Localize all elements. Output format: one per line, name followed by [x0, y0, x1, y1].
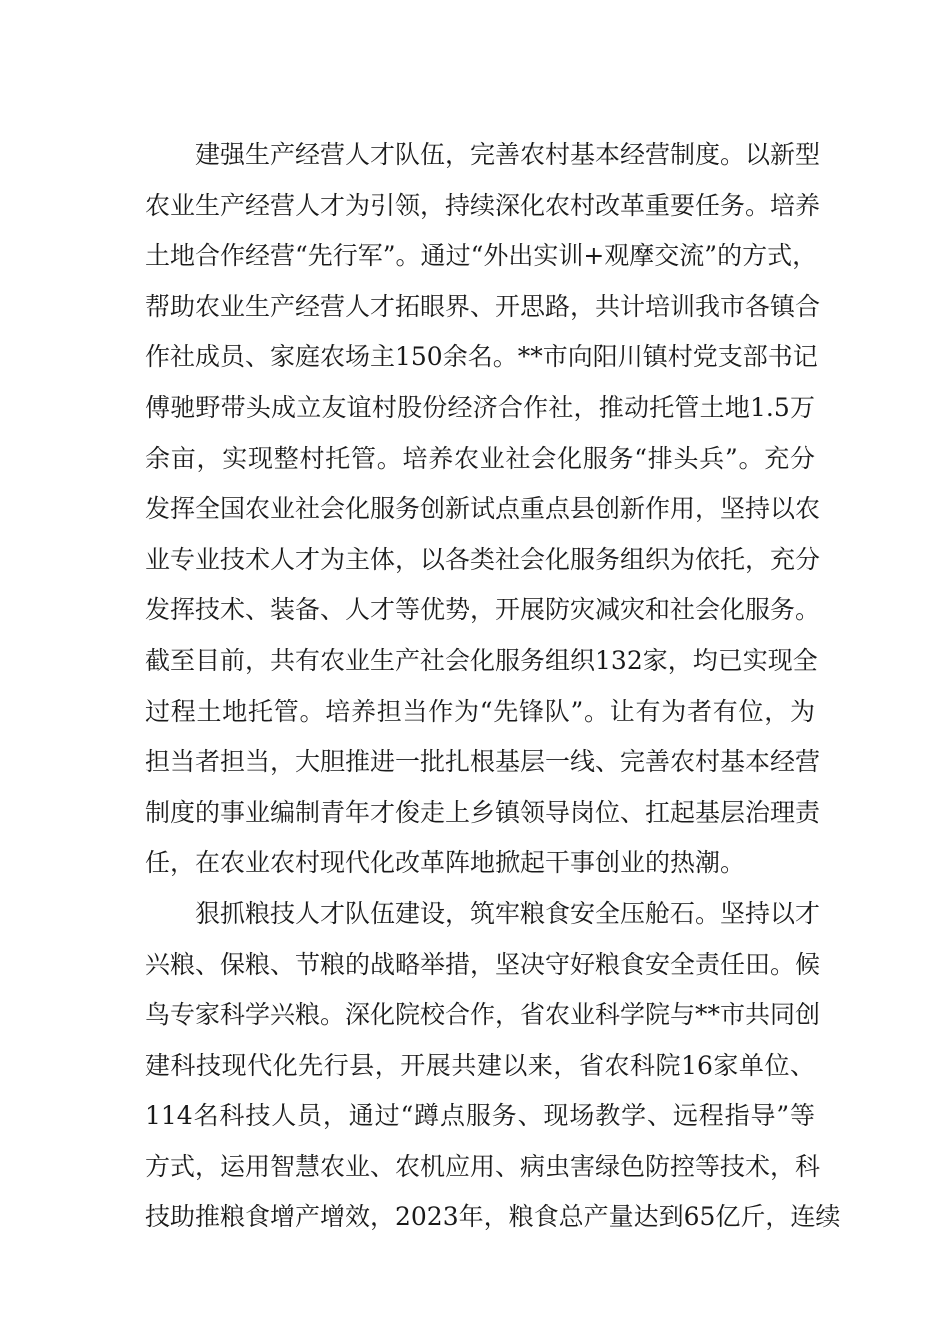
paragraph-1-line-6: 傅驰野带头成立友谊村股份经济合作社，推动托管土地1.5万 — [145, 392, 815, 422]
paragraph-1-line-13: 担当者担当，大胆推进一批扎根基层一线、完善农村基本经营 — [145, 747, 821, 777]
paragraph-1-line-10: 发挥技术、装备、人才等优势，开展防灾减灾和社会化服务。 — [145, 595, 821, 625]
paragraph-1-line-11: 截至目前，共有农业生产社会化服务组织132家，均已实现全 — [145, 645, 818, 675]
paragraph-1-line-3: 土地合作经营“先行军”。通过“外出实训+观摩交流”的方式， — [145, 241, 818, 271]
paragraph-1-line-7: 余亩，实现整村托管。培养农业社会化服务“排头兵”。充分 — [145, 443, 815, 473]
paragraph-2-line-1: 狠抓粮技人才队伍建设，筑牢粮食安全压舱石。坚持以才 — [195, 898, 821, 928]
paragraph-2-line-7: 技助推粮食增产增效，2023年，粮食总产量达到65亿斤，连续 — [145, 1202, 841, 1232]
paragraph-1-line-2: 农业生产经营人才为引领，持续深化农村改革重要任务。培养 — [145, 190, 821, 220]
paragraph-1-line-8: 发挥全国农业社会化服务创新试点重点县创新作用，坚持以农 — [145, 494, 821, 524]
paragraph-1-line-12: 过程土地托管。培养担当作为“先锋队”。让有为者有位，为 — [145, 696, 815, 726]
paragraph-1-line-14: 制度的事业编制青年才俊走上乡镇领导岗位、扛起基层治理责 — [145, 797, 821, 827]
paragraph-1-line-9: 业专业技术人才为主体，以各类社会化服务组织为依托，充分 — [145, 544, 821, 574]
document-body — [145, 130, 841, 1243]
paragraph-1-line-15: 任，在农业农村现代化改革阵地掀起干事创业的热潮。 — [145, 848, 746, 878]
paragraph-2-line-4: 建科技现代化先行县，开展共建以来，省农科院16家单位、 — [145, 1050, 815, 1080]
paragraph-2-line-5: 114名科技人员，通过“蹲点服务、现场教学、远程指导”等 — [145, 1101, 815, 1131]
paragraph-2-line-2: 兴粮、保粮、节粮的战略举措，坚决守好粮食安全责任田。候 — [145, 949, 821, 979]
paragraph-1-line-5: 作社成员、家庭农场主150余名。**市向阳川镇村党支部书记 — [145, 342, 818, 372]
paragraph-1-line-1: 建强生产经营人才队伍，完善农村基本经营制度。以新型 — [195, 140, 821, 169]
paragraph-1-line-4: 帮助农业生产经营人才拓眼界、开思路，共计培训我市各镇合 — [145, 291, 821, 321]
paragraph-2-line-3: 鸟专家科学兴粮。深化院校合作，省农业科学院与**市共同创 — [145, 1000, 821, 1030]
paragraph-2-line-6: 方式，运用智慧农业、农机应用、病虫害绿色防控等技术，科 — [145, 1151, 821, 1181]
